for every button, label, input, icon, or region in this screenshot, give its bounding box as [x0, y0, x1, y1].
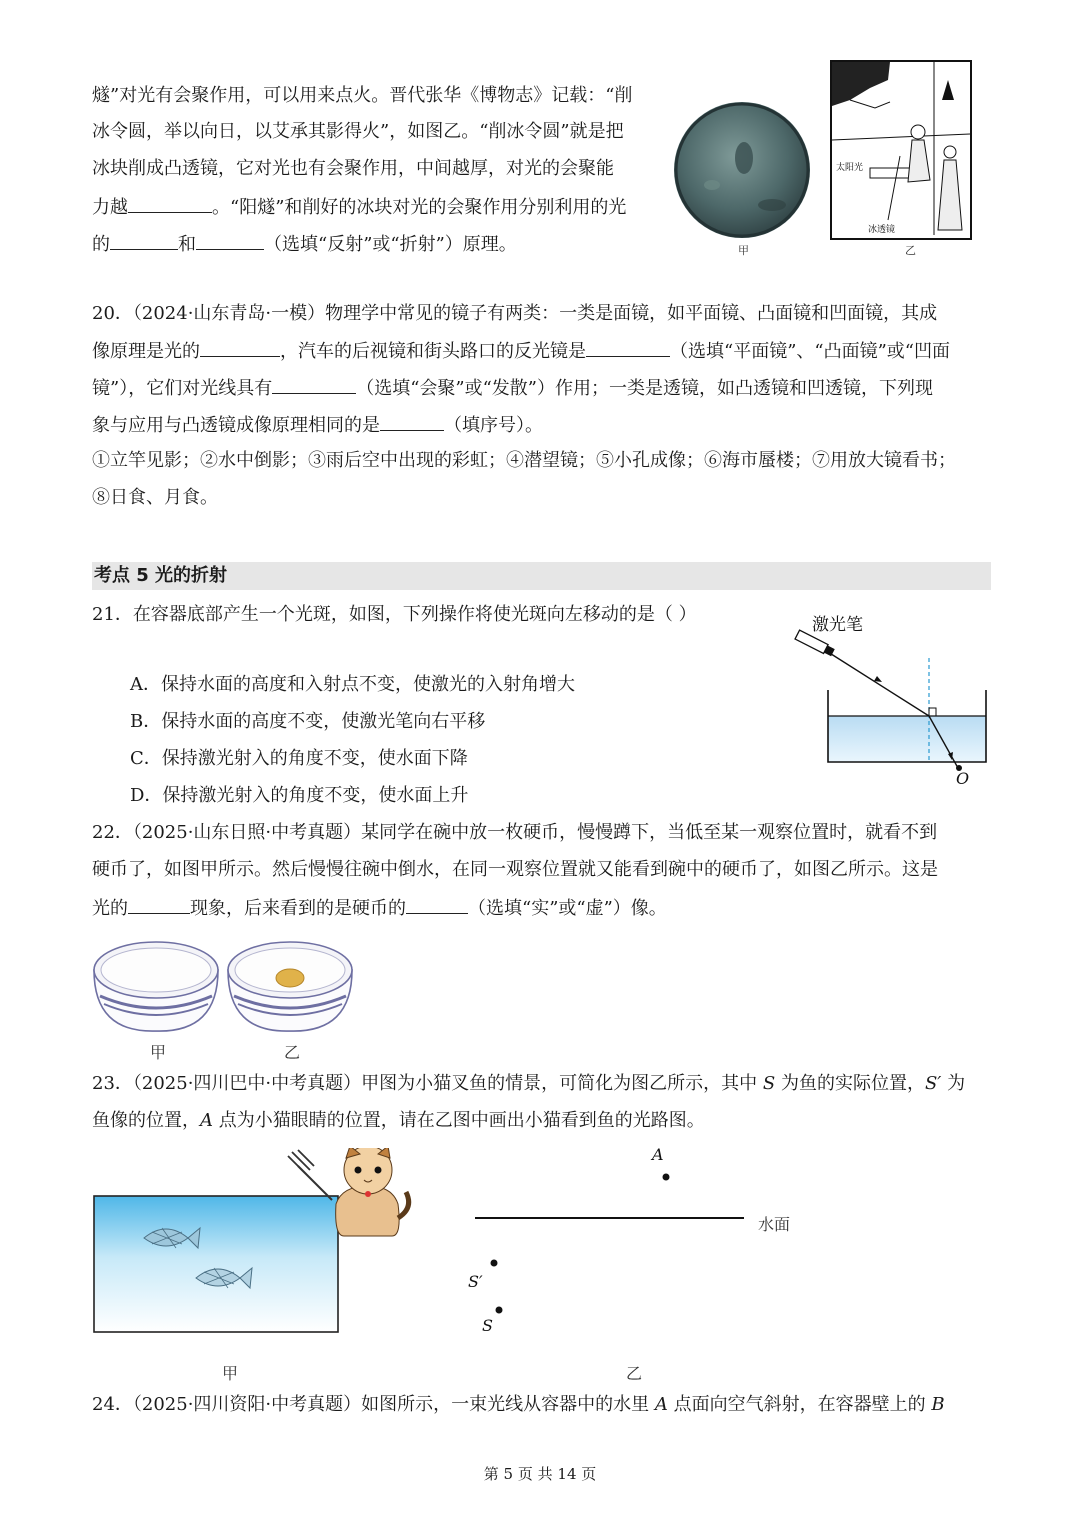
q20-line-4 [92, 412, 543, 438]
bowl-with-coin [228, 942, 352, 1031]
q24-text: 24．（2025·四川资阳·中考真题）如图所示，一束光线从容器中的水里 [92, 1394, 655, 1415]
page-footer [0, 1463, 1080, 1484]
q20-line-2 [92, 338, 950, 364]
point-o-label: O [956, 769, 970, 788]
bowl-caption-jia: 甲 [150, 1043, 167, 1062]
footer-text: 页 [517, 1465, 533, 1483]
point-s-label: S [482, 1316, 493, 1335]
q23-text: 为鱼的实际位置， [775, 1073, 925, 1094]
q21-option-d[interactable]: D．保持激光射入的角度不变，使水面上升 [130, 785, 469, 806]
q20-text: ，汽车的后视镜和街头路口的反光镜是 [280, 341, 586, 362]
q23-text: 鱼像的位置， [92, 1110, 200, 1131]
q23-line-1 [92, 1072, 965, 1096]
q20-line-1: 20．（2024·山东青岛·一模）物理学中常见的镜子有两类：一类是面镜，如平面镜、凸面镜和凹面镜，其成 [92, 303, 938, 324]
tank-caption-jia: 甲 [222, 1364, 239, 1383]
fig-caption-yi: 乙 [905, 244, 916, 257]
coin [276, 969, 304, 987]
point-s [496, 1307, 503, 1314]
q19-text: 。“阳燧”和削好的冰块对光的会聚作用分别利用的光 [212, 197, 627, 218]
q19-line-2: 冰令圆，举以向日，以艾承其影得火”，如图乙。“削冰令圆”就是把 [92, 121, 624, 142]
q22-text: （选填“实”或“虚”）像。 [468, 898, 667, 919]
q19-text: 力越 [92, 197, 128, 218]
answer-blank[interactable] [110, 231, 178, 250]
q19-text: （选填“反射”或“折射”）原理。 [264, 234, 517, 255]
cat-icon [336, 1148, 409, 1236]
laser-pen-label: 激光笔 [812, 615, 863, 635]
q20-line-6: ⑧日食、月食。 [92, 487, 218, 508]
q22-text: 现象，后来看到的是硬币的 [190, 898, 406, 919]
symbol-b: B [931, 1394, 945, 1415]
footer-text: 第 [483, 1465, 499, 1483]
ice-lens-scene-figure [830, 60, 972, 240]
fish-tank [94, 1196, 338, 1332]
q20-text: （填序号）。 [444, 415, 543, 436]
ice-lens-label: 冰透镜 [868, 225, 896, 235]
point-s-prime-label: S′ [468, 1272, 483, 1291]
fig-caption-jia: 甲 [738, 244, 749, 257]
q23-text: 23．（2025·四川巴中·中考真题）甲图为小猫叉鱼的情景，可简化为图乙所示，其中 [92, 1073, 763, 1094]
answer-blank[interactable] [196, 231, 264, 250]
symbol-a: A [654, 1394, 668, 1415]
symbol-s: S [762, 1073, 776, 1094]
answer-blank[interactable] [406, 895, 468, 914]
water-region [828, 716, 986, 762]
q22-line-2: 硬币了，如图甲所示。然后慢慢往碗中倒水，在同一观察位置就又能看到碗中的硬币了，如图乙所示。这是 [92, 859, 938, 880]
point-s-prime [491, 1260, 498, 1267]
answer-blank[interactable] [272, 375, 356, 394]
q19-line-1: 燧”对光有会聚作用，可以用来点火。晋代张华《博物志》记载：“削 [92, 85, 633, 106]
q20-text: （选填“会聚”或“发散”）作用；一类是透镜，如凸透镜和凹透镜，下列现 [356, 378, 934, 399]
q22-line-1: 22．（2025·山东日照·中考真题）某同学在碗中放一枚硬币，慢慢蹲下，当低至某一观察位置时，就看不到 [92, 822, 938, 843]
page-number: 5 [503, 1465, 514, 1483]
q23-text: 点为小猫眼睛的位置，请在乙图中画出小猫看到鱼的光路图。 [213, 1110, 705, 1131]
total-pages: 14 [557, 1465, 577, 1483]
q24-line-1 [92, 1393, 945, 1417]
q20-text: （选填“平面镜”、“凸面镜”或“凹面 [670, 341, 951, 362]
point-a [663, 1174, 670, 1181]
q21-option-a[interactable]: A．保持水面的高度和入射点不变，使激光的入射角增大 [130, 674, 575, 695]
q19-text: 和 [178, 234, 196, 255]
q20-text: 象与应用与凸透镜成像原理相同的是 [92, 415, 380, 436]
fish-image-diagram [460, 1140, 810, 1340]
footer-text: 页 [581, 1465, 597, 1483]
answer-blank[interactable] [128, 895, 190, 914]
water-surface-label: 水面 [758, 1215, 791, 1234]
q20-line-5: ①立竿见影；②水中倒影；③雨后空中出现的彩虹；④潜望镜；⑤小孔成像；⑥海市蜃楼；⑦用放大镜看书； [92, 450, 956, 471]
q22-line-3 [92, 895, 667, 921]
symbol-s-prime: S′ [924, 1073, 942, 1094]
symbol-a: A [200, 1110, 213, 1131]
q19-line-3: 冰块削成凸透镜，它对光也有会聚作用，中间越厚，对光的会聚能 [92, 158, 614, 179]
q19-text: 的 [92, 234, 110, 255]
answer-blank[interactable] [200, 338, 280, 357]
sun-label: 太阳光 [836, 163, 864, 173]
q19-line-5 [92, 231, 517, 257]
q20-text: 镜”），它们对光线具有 [92, 378, 273, 399]
bowl-caption-yi: 乙 [284, 1043, 301, 1062]
q19-line-4 [92, 194, 626, 220]
bronze-mirror-figure [672, 100, 812, 240]
q23-text: 为 [941, 1073, 966, 1094]
laser-refraction-figure [780, 610, 1000, 790]
answer-blank[interactable] [128, 194, 212, 213]
answer-blank[interactable] [586, 338, 670, 357]
q22-text: 光的 [92, 898, 128, 919]
q20-line-3 [92, 375, 933, 401]
answer-blank[interactable] [380, 412, 444, 431]
q21-option-b[interactable]: B．保持水面的高度不变，使激光笔向右平移 [130, 711, 486, 732]
q24-text: 点面向空气斜射，在容器壁上的 [667, 1394, 932, 1415]
q23-line-2 [92, 1109, 705, 1133]
cat-fishing-figure [92, 1148, 412, 1336]
coin-bowls-figure [92, 938, 362, 1034]
point-a-label: A [652, 1145, 664, 1164]
q21-option-c[interactable]: C．保持激光射入的角度不变，使水面下降 [130, 748, 468, 769]
q20-text: 像原理是光的 [92, 341, 200, 362]
footer-text: 共 [537, 1465, 553, 1483]
section-heading: 考点 5 光的折射 [92, 562, 991, 590]
q21-stem: 21．在容器底部产生一个光斑，如图，下列操作将使光斑向左移动的是（ ） [92, 604, 697, 625]
bowl-empty [94, 942, 218, 1031]
diagram-caption-yi: 乙 [626, 1364, 643, 1383]
